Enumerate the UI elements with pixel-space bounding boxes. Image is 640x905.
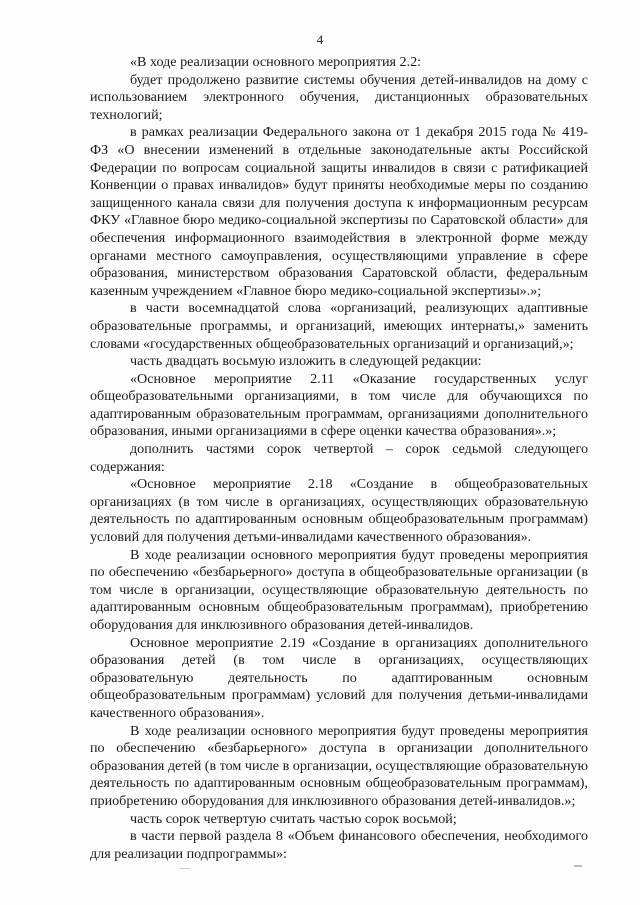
paragraph-10: Основное мероприятие 2.19 «Создание в организациях дополнительного образования детей (в том числе в организациях, осуществляющих образовательную деятельность по адаптированным основным общеобразовательным программам) условий для получения детьми-инвалидами качественного образования». (90, 634, 588, 721)
paragraph-6: «Основное мероприятие 2.11 «Оказание государственных услуг общеобразовательными организациями, в том числе для обучающихся по адаптированным образовательным программам, организациями дополнительного образования, иными организациями в сфере оценки качества образования».»; (90, 370, 588, 440)
scan-speck (574, 865, 582, 867)
paragraph-11: В ходе реализации основного мероприятия будут проведены мероприятия по обеспечению «безбарьерного» доступа в организации дополнительного образования детей (в том числе в организации, осуществляющие образовательную деятельность по адаптированным основным общеобразовательным программам), приобретению оборудования для инклюзивного образования детей-инвалидов.»; (90, 722, 588, 809)
paragraph-9: В ходе реализации основного мероприятия будут проведены мероприятия по обеспечению «безбарьерного» доступа в общеобразовательные организации (в том числе в организации, осуществляющие образовательную деятельность по адаптированным основным общеобразовательным программам), приобретению оборудования для инклюзивного образования детей-инвалидов. (90, 546, 588, 633)
paragraph-5: часть двадцать восьмую изложить в следующей редакции: (130, 353, 482, 370)
paragraph-8: «Основное мероприятие 2.18 «Создание в общеобразовательных организациях (в том числе в организациях, осуществляющих образовательную деятельность по адаптированным основным общеобразовательным программам) условий для получения детьми-инвалидами качественного образования». (90, 476, 588, 546)
paragraph-2: будет продолжено развитие системы обучения детей-инвалидов на дому с использованием электронного обучения, дистанционных образовательных технологий; (90, 71, 588, 123)
paragraph-7: дополнить частями сорок четвертой – сорок седьмой следующего содержания: (90, 441, 588, 475)
paragraph-12: часть сорок четвертую считать частью сорок восьмой; (130, 810, 457, 827)
scan-speck (180, 868, 190, 869)
page-number: 4 (316, 32, 324, 47)
paragraph-3: в рамках реализации Федерального закона от 1 декабря 2015 года № 419-ФЗ «О внесении изменений в отдельные законодательные акты Российской Федерации по вопросам социальной защиты инвалидов в связи с ратификацией Конвенции о правах инвалидов» будут приняты необходимые меры по созданию защищенного канала связи для получения доступа к информационным ресурсам ФКУ «Главное бюро медико-социальной экспертизы по Саратовской области» для обеспечения информационного взаимодействия в электронной форме между органами местного самоуправления, осуществляющими управление в сфере образования, министерством образования Саратовской области, федеральным казенным учреждением «Главное бюро медико-социальной экспертизы».»; (90, 124, 588, 299)
paragraph-13: в части первой раздела 8 «Объем финансового обеспечения, необходимого для реализации подпрограммы»: (90, 828, 588, 862)
paragraph-1: «В ходе реализации основного мероприятия 2.2: (130, 54, 422, 70)
paragraph-4: в части восемнадцатой слова «организаций, реализующих адаптивные образовательные программы, и организаций, имеющих интернаты,» заменить словами «государственных общеобразовательных организаций и организаций,»; (90, 300, 588, 352)
document-body (90, 54, 588, 863)
